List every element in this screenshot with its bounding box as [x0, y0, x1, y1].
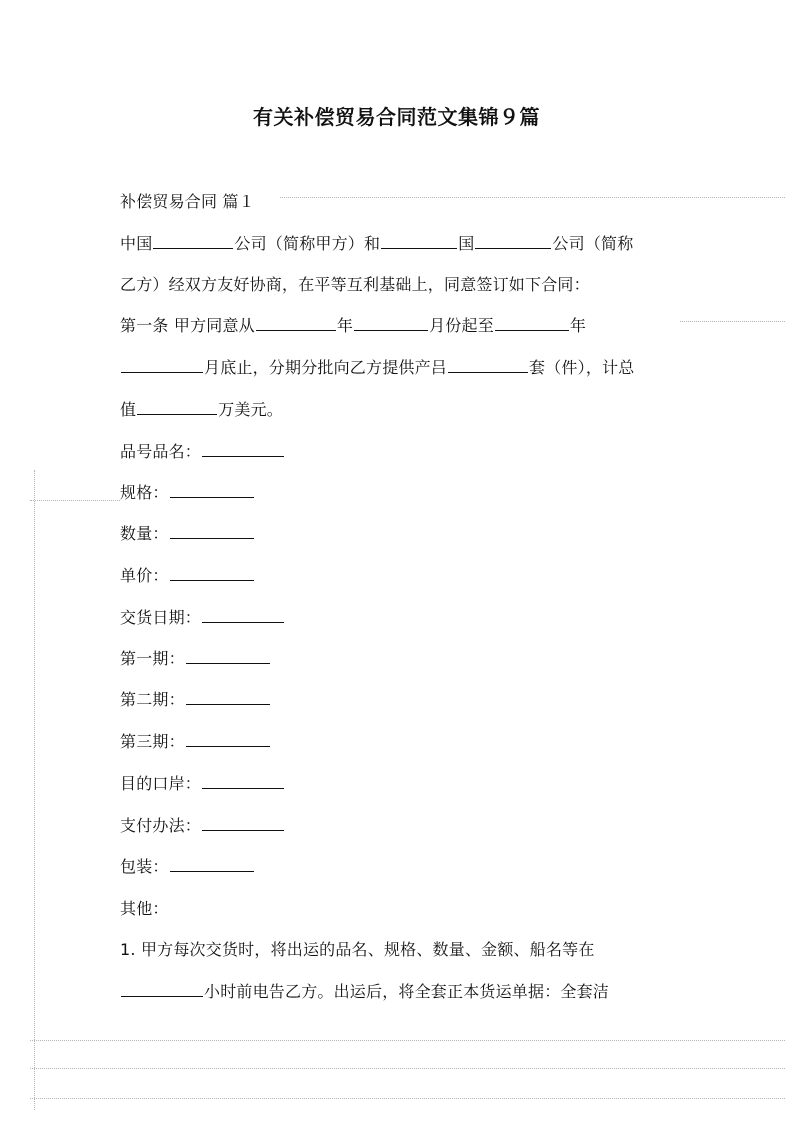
text: 套（件），计总 — [529, 358, 635, 377]
blank-field — [202, 440, 284, 457]
field-destination-port — [120, 772, 285, 796]
field-label: 交货日期： — [120, 608, 202, 627]
text: 值 — [120, 400, 137, 419]
blank-field — [121, 980, 203, 997]
blank-field — [121, 356, 203, 373]
paragraph-1-line-2 — [120, 273, 590, 297]
document-title: 有关补偿贸易合同范文集锦９篇 — [253, 105, 540, 129]
section-heading-text: 补偿贸易合同 篇１ — [120, 192, 255, 211]
blank-field — [170, 564, 254, 581]
field-phase-2 — [120, 688, 271, 712]
text: 年 — [569, 316, 587, 335]
paragraph-1-line-1 — [120, 232, 633, 256]
text: 1. 甲方每次交货时，将出运的品名、规格、数量、金额、船名等在 — [120, 940, 595, 959]
field-spec — [120, 481, 255, 505]
blank-field — [170, 855, 254, 872]
blank-field — [202, 814, 284, 831]
field-product-name — [120, 440, 285, 464]
field-packing — [120, 855, 255, 879]
text: 中国 — [120, 234, 153, 253]
field-phase-1 — [120, 647, 271, 671]
section-heading — [120, 190, 255, 214]
text: 乙方）经双方友好协商，在平等互利基础上，同意签订如下合同： — [120, 275, 590, 294]
field-label: 其他： — [120, 899, 169, 918]
blank-field — [202, 606, 284, 623]
blank-field — [186, 688, 270, 705]
dotted-artifact — [680, 321, 785, 322]
text: 公司（简称 — [552, 234, 634, 253]
text: 公司（简称甲方）和 — [234, 234, 381, 253]
dotted-artifact — [30, 1068, 785, 1069]
dotted-artifact — [30, 1098, 785, 1099]
text: 小时前电告乙方。出运后，将全套正本货运单据：全套洁 — [204, 982, 610, 1001]
field-label: 第三期： — [120, 732, 185, 751]
field-label: 数量： — [120, 524, 169, 543]
dotted-artifact — [280, 197, 785, 198]
field-phase-3 — [120, 730, 271, 754]
blank-field — [448, 356, 528, 373]
field-other — [120, 897, 169, 921]
field-quantity — [120, 522, 255, 546]
blank-field — [170, 522, 254, 539]
blank-field — [256, 314, 336, 331]
text: 年 — [336, 316, 354, 335]
text: 万美元。 — [218, 400, 284, 419]
field-label: 第一期： — [120, 649, 185, 668]
blank-field — [381, 232, 457, 249]
field-label: 支付办法： — [120, 816, 202, 835]
dotted-artifact — [34, 470, 35, 1110]
field-label: 目的口岸： — [120, 774, 202, 793]
blank-field — [186, 647, 270, 664]
dotted-artifact — [30, 1040, 785, 1041]
blank-field — [186, 730, 270, 747]
field-payment-method — [120, 814, 285, 838]
field-label: 第二期： — [120, 690, 185, 709]
text: 第一条 甲方同意从 — [120, 316, 255, 335]
blank-field — [354, 314, 428, 331]
text: 月底止，分期分批向乙方提供产吕 — [204, 358, 448, 377]
clause-1-line-2 — [120, 980, 609, 1004]
text: 月份起至 — [429, 316, 494, 335]
blank-field — [137, 398, 217, 415]
blank-field — [153, 232, 233, 249]
blank-field — [475, 232, 551, 249]
blank-field — [170, 481, 254, 498]
field-label: 单价： — [120, 566, 169, 585]
field-label: 品号品名： — [120, 442, 202, 461]
field-unit-price — [120, 564, 255, 588]
article-1-line-1 — [120, 314, 586, 338]
dotted-artifact — [30, 500, 120, 501]
text: 国 — [458, 234, 475, 253]
blank-field — [495, 314, 569, 331]
article-1-line-3 — [120, 398, 283, 422]
field-delivery-date — [120, 606, 285, 630]
clause-1-line-1 — [120, 938, 595, 962]
article-1-line-2 — [120, 356, 634, 380]
field-label: 包装： — [120, 857, 169, 876]
blank-field — [202, 772, 284, 789]
field-label: 规格： — [120, 483, 169, 502]
